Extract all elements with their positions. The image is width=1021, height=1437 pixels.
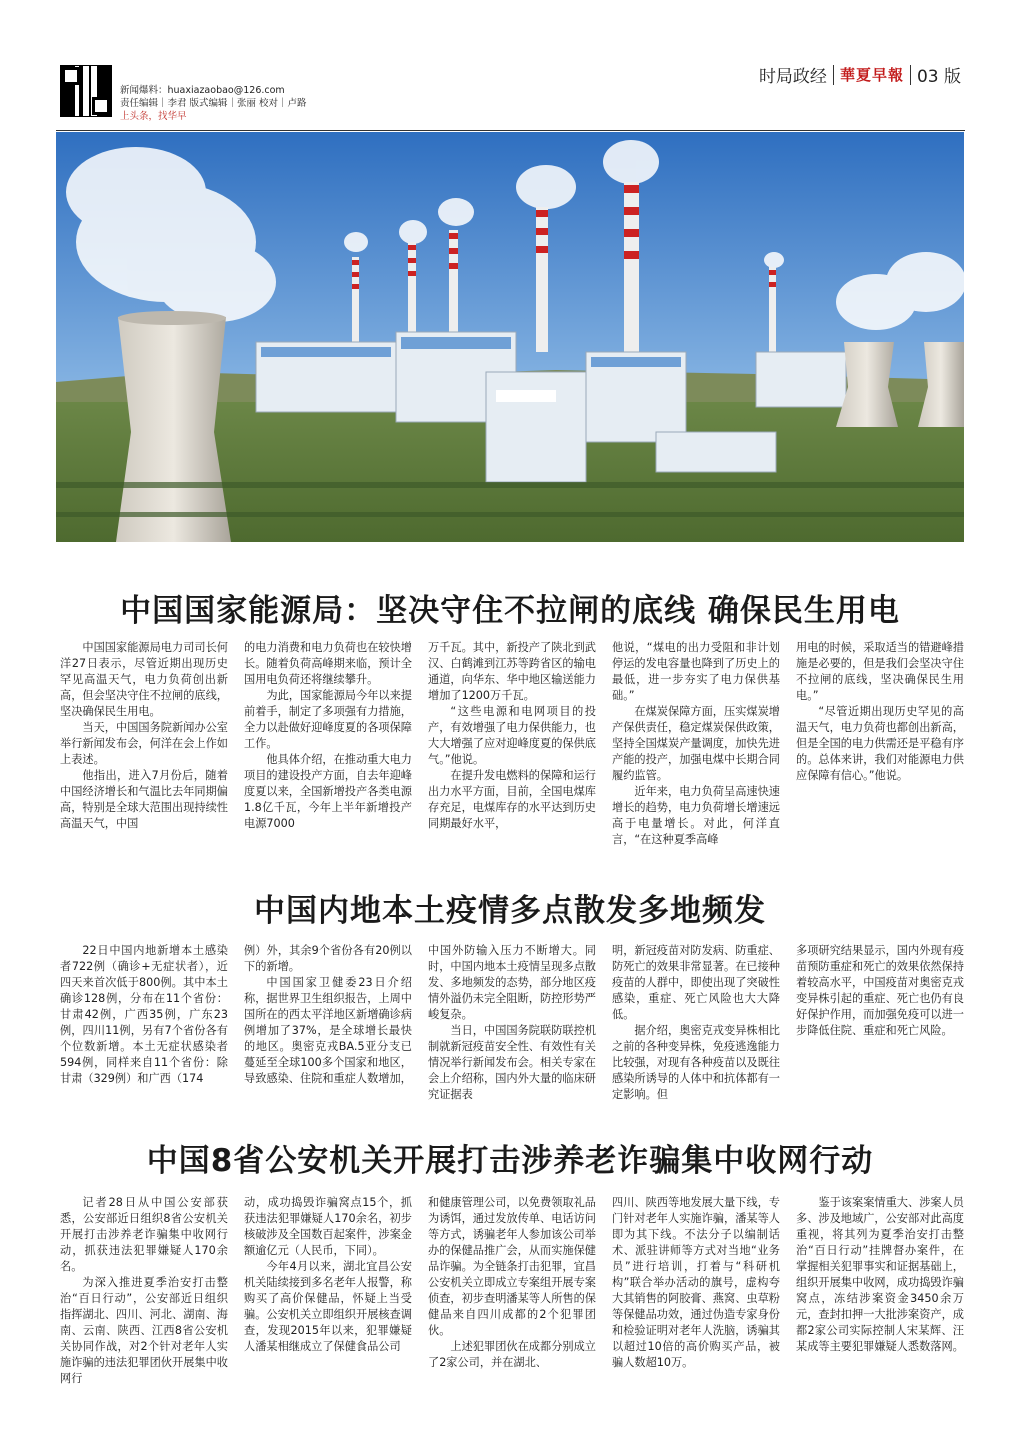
paragraph: 当日，中国国务院联防联控机制就新冠疫苗安全性、有效性有关情况举行新闻发布会。相关专家在会上介绍称，国内外大量的临床研究证据表: [428, 1024, 596, 1101]
newspaper-logo: 華夏早報: [839, 66, 904, 84]
paragraph: “尽管近期出现历史罕见的高温天气，电力负荷也都创出新高，但是全国的电力供需还是平稳有序的。总体来讲，我们对能源电力供应保障有信心。”他说。: [796, 705, 964, 782]
text-column: [612, 943, 780, 1103]
paragraph: 22日中国内地新增本土感染者722例（确诊+无症状者），近四天来首次低于800例。其中本土确诊128例，分布在11个省份：甘肃42例，广西35例，广东23例，四川11例，另有7个省份各有个位数新增。本土无症状感染者594例，同样来自11个省份：除甘肃（329例）和广西（174: [60, 944, 228, 1085]
text-column: [244, 943, 412, 1103]
paragraph: 为此，国家能源局今年以来提前着手，制定了多项强有力措施，全力以赴做好迎峰度夏的各项保障工作。: [244, 689, 412, 750]
editors: 责任编辑｜李君 版式编辑｜张丽 校对｜卢路: [120, 98, 307, 109]
paragraph: 记者28日从中国公安部获悉，公安部近日组织8省公安机关开展打击涉养老诈骗集中收网行动，抓获违法犯罪嫌疑人170余名。: [60, 1196, 228, 1273]
article3-body: [60, 1195, 964, 1387]
text-column: [244, 1195, 412, 1387]
text-column: [796, 943, 964, 1103]
paragraph: 上述犯罪团伙在成都分别成立了2家公司，并在湖北、: [428, 1340, 596, 1369]
text-column: [60, 1195, 228, 1387]
text-column: [612, 640, 780, 848]
header-rule: [56, 130, 965, 131]
hotline: 新闻爆料：huaxiazaobao@126.com: [120, 85, 285, 96]
paragraph: 明，新冠疫苗对防发病、防重症、防死亡的效果非常显著。在已接种疫苗的人群中，即使出现了突破性感染，重症、死亡风险也大大降低。: [612, 944, 780, 1021]
text-column: [60, 640, 228, 848]
slogan: 上头条，找华早: [120, 111, 187, 122]
paragraph: 动，成功捣毁诈骗窝点15个，抓获违法犯罪嫌疑人170余名，初步核破涉及全国数百起案件，涉案金额逾亿元（人民币，下同）。: [244, 1196, 412, 1257]
text-column: [428, 1195, 596, 1387]
text-column: [244, 640, 412, 848]
paragraph: 用电的时候，采取适当的错避峰措施是必要的，但是我们会坚决守住不拉闸的底线，坚决确保民生用电。”: [796, 641, 964, 702]
divider: [833, 65, 834, 85]
paragraph: 据介绍，奥密克戎变异株相比之前的各种变异株，免疫逃逸能力比较强，对现有各种疫苗以及既往感染所诱导的人体中和抗体都有一定影响。但: [612, 1024, 780, 1101]
section-name: 时局政经: [758, 67, 827, 87]
paragraph: 近年来，电力负荷呈高速快速增长的趋势，电力负荷增长增速远高于电量增长。对此，何洋直言，“在这种夏季高峰: [612, 785, 780, 846]
paragraph: 在煤炭保障方面，压实煤炭增产保供责任，稳定煤炭保供政策，坚持全国煤炭产量调度，加快先进产能的投产，加强电煤中长期合同履约监管。: [612, 705, 780, 782]
masthead: [759, 62, 961, 87]
paragraph: 的电力消费和电力负荷也在较快增长。随着负荷高峰期来临，预计全国用电负荷还将继续攀升。: [244, 641, 412, 686]
paragraph: 四川、陕西等地发展大量下线，专门针对老年人实施诈骗，潘某等人即为其下线。不法分子以编制话术、派驻讲师等方式对当地“业务员”进行培训，打着与“科研机构”联合举办活动的旗号，虚构夸大其销售的阿胶膏、燕窝、虫草粉等保健品功效，通过伪造专家身份和检验证明对老年人洗脑，诱骗其以超过10倍的高价购买产品，被骗人数超10万。: [612, 1196, 780, 1369]
text-column: [796, 1195, 964, 1387]
article2-body: [60, 943, 964, 1103]
paragraph: 他说，“煤电的出力受阻和非计划停运的发电容量也降到了历史上的最低，进一步夯实了电力保供基础。”: [612, 641, 780, 702]
article1-body: [60, 640, 964, 848]
paragraph: 多项研究结果显示，国内外现有疫苗预防重症和死亡的效果依然保持着较高水平，中国疫苗对奥密克戎变异株引起的重症、死亡也仍有良好保护作用，而加强免疫可以进一步降低住院、重症和死亡风险。: [796, 944, 964, 1037]
paragraph: 在提升发电燃料的保障和运行出力水平方面，目前，全国电煤库存充足，电煤库存的水平达到历史同期最好水平，: [428, 769, 596, 830]
text-column: [796, 640, 964, 848]
article3-title: 中国8省公安机关开展打击涉养老诈骗集中收网行动: [146, 1143, 874, 1179]
text-column: [612, 1195, 780, 1387]
paragraph: 当天，中国国务院新闻办公室举行新闻发布会，何洋在会上作如上表述。: [60, 721, 228, 766]
paragraph: 中国国家卫健委23日介绍称，据世界卫生组织报告，上周中国所在的西太平洋地区新增确诊病例增加了37%，是全球增长最快的地区。奥密克戎BA.5亚分支已蔓延至全球100多个国家和地区，导致感染、住院和重症人数增加，: [244, 976, 412, 1085]
divider: [910, 65, 911, 85]
text-column: [60, 943, 228, 1103]
header-info: [120, 84, 307, 123]
page-number: 03 版: [916, 67, 961, 87]
paragraph: 他指出，进入7月份后，随着中国经济增长和气温比去年同期偏高，特别是全球大范围出现持续性高温天气，中国: [60, 769, 228, 830]
qr-code: [60, 65, 112, 117]
paragraph: 今年4月以来，湖北宜昌公安机关陆续接到多名老年人报警，称购买了高价保健品，怀疑上当受骗。公安机关立即组织开展核查调查，发现2015年以来，犯罪嫌疑人潘某相继成立了保健食品公司: [244, 1260, 412, 1353]
paragraph: 中国国家能源局电力司司长何洋27日表示，尽管近期出现历史罕见高温天气，电力负荷创出新高，但会坚决守住不拉闸的底线，坚决确保民生用电。: [60, 641, 228, 718]
paragraph: 例）外，其余9个省份各有20例以下的新增。: [244, 944, 412, 973]
paragraph: 鉴于该案案情重大、涉案人员多、涉及地域广，公安部对此高度重视，将其列为夏季治安打击整治“百日行动”挂牌督办案件，在掌握相关犯罪事实和证据基础上，组织开展集中收网，成功捣毁诈骗窝点，冻结涉案资金3450余万元，查封扣押一大批涉案资产，成都2家公司实际控制人宋某辉、汪某成等主要犯罪嫌疑人悉数落网。: [796, 1196, 964, 1353]
power-plant-photo: [56, 132, 964, 542]
paragraph: 万千瓦。其中，新投产了陕北到武汉、白鹤滩到江苏等跨省区的输电通道，向华东、华中地区输送能力增加了1200万千瓦。: [428, 641, 596, 702]
paragraph: 他具体介绍，在推动重大电力项目的建设投产方面，自去年迎峰度夏以来，全国新增投产各类电源1.8亿千瓦，今年上半年新增投产电源7000: [244, 753, 412, 830]
paragraph: 中国外防输入压力不断增大。同时，中国内地本土疫情呈现多点散发、多地频发的态势，部分地区疫情外溢仍未完全阻断，防控形势严峻复杂。: [428, 944, 596, 1021]
text-column: [428, 640, 596, 848]
article2-title: 中国内地本土疫情多点散发多地频发: [254, 893, 766, 929]
paragraph: “这些电源和电网项目的投产，有效增强了电力保供能力，也大大增强了应对迎峰度夏的保供底气。”他说。: [428, 705, 596, 766]
paragraph: 为深入推进夏季治安打击整治“百日行动”，公安部近日组织指挥湖北、四川、河北、湖南、海南、云南、陕西、江西8省公安机关协同作战，对2个针对老年人实施诈骗的违法犯罪团伙开展集中收网行: [60, 1276, 228, 1385]
article1-title: 中国国家能源局：坚决守住不拉闸的底线 确保民生用电: [120, 593, 900, 629]
paragraph: 和健康管理公司，以免费领取礼品为诱饵，通过发放传单、电话访问等方式，诱骗老年人参加该公司举办的保健品推广会，从而实施保健品诈骗。为全链条打击犯罪，宜昌公安机关立即成立专案组开展专案侦查，初步查明潘某等人所售的保健品来自四川成都的2个犯罪团伙。: [428, 1196, 596, 1337]
text-column: [428, 943, 596, 1103]
